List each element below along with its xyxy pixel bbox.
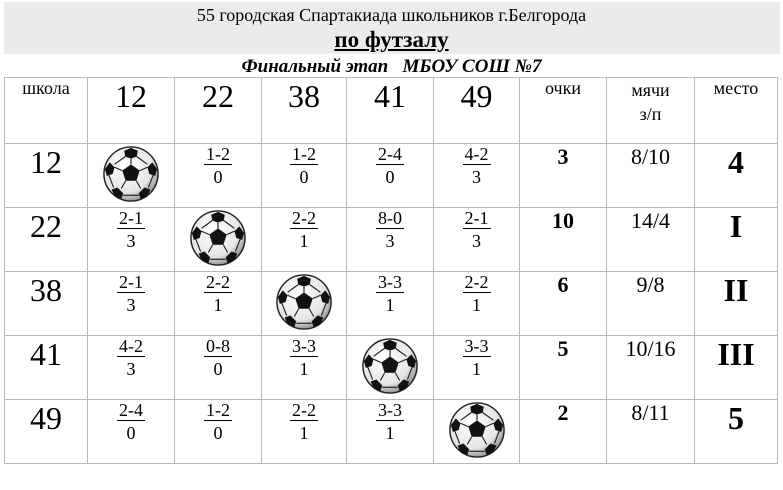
final-place: 5 (695, 400, 778, 464)
total-points: 10 (520, 208, 607, 272)
row-team-label: 41 (5, 336, 88, 400)
match-points: 0 (213, 359, 223, 379)
match-result (175, 400, 262, 464)
match-result (434, 336, 520, 400)
table-body (5, 144, 778, 464)
diagonal-cell (88, 144, 175, 208)
match-result (262, 400, 347, 464)
soccer-ball-icon (275, 273, 333, 331)
match-result (347, 208, 434, 272)
table-row (5, 208, 778, 272)
match-points: 1 (385, 423, 395, 443)
match-score: 1-2 (206, 144, 230, 164)
row-team-label: 12 (5, 144, 88, 208)
match-result (175, 144, 262, 208)
match-result (175, 272, 262, 336)
total-points: 3 (520, 144, 607, 208)
goals-ratio: 10/16 (607, 336, 695, 400)
match-result (347, 272, 434, 336)
match-points: 0 (299, 167, 309, 187)
match-result (262, 336, 347, 400)
goals-ratio: 9/8 (607, 272, 695, 336)
match-points: 0 (126, 423, 136, 443)
match-result (88, 208, 175, 272)
match-score: 3-3 (378, 400, 402, 420)
match-points: 1 (299, 423, 309, 443)
match-score: 2-4 (119, 400, 143, 420)
match-points: 0 (385, 167, 395, 187)
diagonal-cell (347, 336, 434, 400)
total-points: 6 (520, 272, 607, 336)
match-points: 3 (126, 359, 136, 379)
match-points: 3 (472, 167, 481, 187)
match-result (262, 208, 347, 272)
match-points: 1 (385, 295, 395, 315)
match-points: 1 (472, 359, 481, 379)
match-points: 1 (299, 231, 309, 251)
school-header: школа (5, 78, 88, 144)
header-row (5, 78, 778, 144)
team-header: 38 (262, 78, 347, 144)
match-points: 1 (472, 295, 481, 315)
match-score: 2-2 (464, 272, 489, 292)
match-points: 3 (385, 231, 395, 251)
match-result (175, 336, 262, 400)
match-score: 4-2 (119, 336, 143, 356)
match-points: 3 (472, 231, 481, 251)
stage-title: Финальный этап МБОУ СОШ №7 (241, 56, 542, 77)
goals-header-line1: мячи (631, 80, 670, 100)
match-points: 1 (299, 359, 309, 379)
match-result (88, 272, 175, 336)
goals-header-line2: з/п (639, 104, 662, 124)
total-points: 2 (520, 400, 607, 464)
match-result (434, 208, 520, 272)
team-header: 49 (434, 78, 520, 144)
match-score: 3-3 (378, 272, 402, 292)
match-result (262, 144, 347, 208)
final-place: I (695, 208, 778, 272)
goals-ratio: 8/11 (607, 400, 695, 464)
final-place: 4 (695, 144, 778, 208)
final-place: II (695, 272, 778, 336)
goals-ratio: 14/4 (607, 208, 695, 272)
match-result (88, 336, 175, 400)
goals-header (607, 78, 695, 144)
match-result (88, 400, 175, 464)
match-result (347, 144, 434, 208)
soccer-ball-icon (361, 337, 419, 395)
match-points: 0 (213, 423, 223, 443)
place-header: место (695, 78, 778, 144)
soccer-ball-icon (189, 209, 247, 267)
match-score: 2-2 (292, 208, 316, 228)
row-team-label: 38 (5, 272, 88, 336)
match-score: 2-1 (119, 208, 143, 228)
table-row (5, 272, 778, 336)
diagonal-cell (175, 208, 262, 272)
match-points: 1 (213, 295, 223, 315)
results-table (4, 77, 778, 464)
match-points: 0 (213, 167, 223, 187)
table-row (5, 144, 778, 208)
team-header: 12 (88, 78, 175, 144)
points-header: очки (520, 78, 607, 144)
match-score: 2-1 (119, 272, 143, 292)
match-score: 1-2 (292, 144, 316, 164)
soccer-ball-icon (448, 401, 506, 459)
team-header: 22 (175, 78, 262, 144)
match-points: 3 (126, 295, 136, 315)
match-points: 3 (126, 231, 136, 251)
match-score: 0-8 (206, 336, 230, 356)
match-score: 4-2 (464, 144, 489, 164)
sport-title: по футзалу (334, 27, 449, 52)
total-points: 5 (520, 336, 607, 400)
match-score: 1-2 (206, 400, 230, 420)
goals-ratio: 8/10 (607, 144, 695, 208)
match-score: 3-3 (292, 336, 316, 356)
final-place: III (695, 336, 778, 400)
soccer-ball-icon (102, 145, 160, 203)
match-score: 2-2 (206, 272, 230, 292)
team-header: 41 (347, 78, 434, 144)
diagonal-cell (262, 272, 347, 336)
match-score: 2-2 (292, 400, 316, 420)
match-result (434, 272, 520, 336)
diagonal-cell (434, 400, 520, 464)
match-score: 3-3 (464, 336, 489, 356)
table-row (5, 336, 778, 400)
match-result (347, 400, 434, 464)
page-title: 55 городская Спартакиада школьников г.Белгорода (196, 5, 587, 25)
match-score: 8-0 (378, 208, 402, 228)
row-team-label: 22 (5, 208, 88, 272)
match-result (434, 144, 520, 208)
match-score: 2-1 (464, 208, 489, 228)
table-row (5, 400, 778, 464)
row-team-label: 49 (5, 400, 88, 464)
match-score: 2-4 (378, 144, 402, 164)
